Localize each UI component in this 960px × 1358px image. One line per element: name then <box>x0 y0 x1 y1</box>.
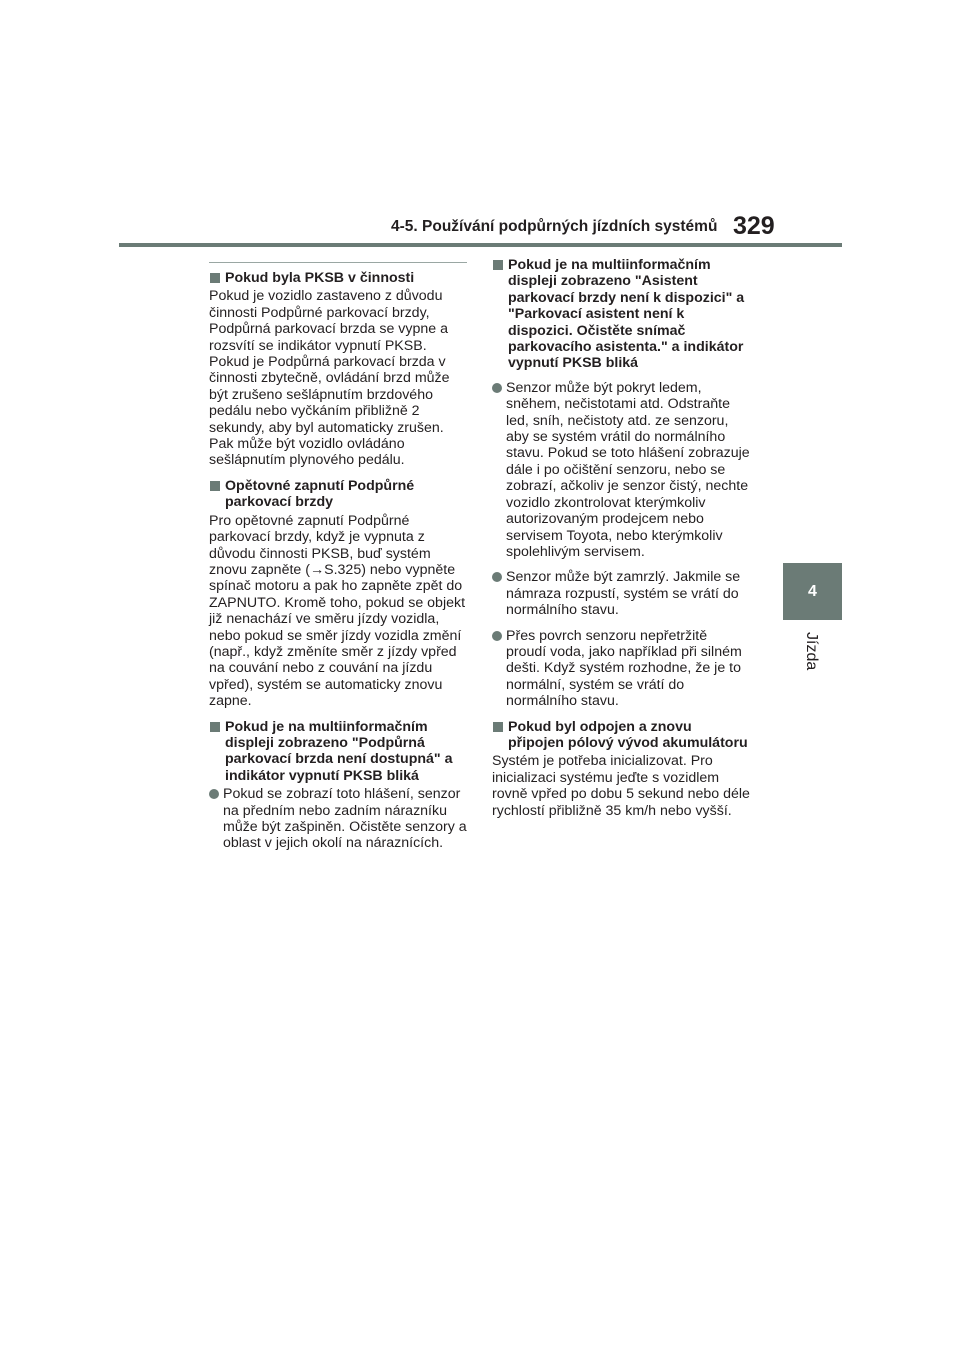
square-bullet-icon <box>210 481 220 491</box>
section-heading <box>492 719 750 752</box>
right-column <box>492 257 750 828</box>
circle-bullet-icon <box>492 383 502 393</box>
heading-text: Opětovné zapnutí Podpůrné parkovací brzdy <box>225 477 415 511</box>
left-column <box>209 262 467 861</box>
square-bullet-icon <box>493 722 503 732</box>
heading-text: Pokud je na multiinformačním displeji zobrazeno "Asistent parkovací brzdy není k dispozici" a "Parkovací asistent není k dispozici. Očistěte snímač parkovacího asistenta." a indikátor vypnutí PKSB bliká <box>508 257 745 372</box>
square-bullet-icon <box>210 273 220 283</box>
paragraph: Systém je potřeba inicializovat. Pro inicializaci systému jeďte s vozidlem rovně vpřed po dobu 5 sekund nebo déle rychlostí přibližně 35 km/h nebo vyšší. <box>492 753 750 819</box>
circle-bullet-icon <box>492 572 502 582</box>
heading-text: Pokud byl odpojen a znovu připojen pólový vývod akumulátoru <box>508 718 748 751</box>
bullet-text: Senzor může být zamrzlý. Jakmile se námraza rozpustí, systém se vrátí do normálního stavu. <box>506 569 741 619</box>
section-heading <box>209 270 467 286</box>
section-title: 4-5. Používání podpůrných jízdních systémů <box>391 218 718 235</box>
circle-bullet-icon <box>492 631 502 641</box>
bullet-item <box>492 628 750 710</box>
header-rule <box>119 243 842 247</box>
paragraph: Pokud je vozidlo zastaveno z důvodu činnosti Podpůrné parkovací brzdy, Podpůrná parkovací brzda se vypne a rozsvítí se indikátor vypnutí PKSB. Pokud je Podpůrná parkovací brzda v činnosti zbytečně, ovládání brzd může být zrušeno sešlápnutím brzdového pedálu nebo vyčkáním přibližně 2 sekundy, aby byl automaticky zrušen. Pak může být vozidlo ovládáno sešlápnutím plynového pedálu. <box>209 288 450 469</box>
chapter-number: 4 <box>808 582 817 600</box>
bullet-item <box>492 569 750 618</box>
bullet-item <box>209 786 467 852</box>
circle-bullet-icon <box>209 789 219 799</box>
square-bullet-icon <box>493 260 503 270</box>
paragraph: Pro opětovné zapnutí Podpůrné parkovací brzdy, když je vypnuta z důvodu činnosti PKSB, buď systém znovu zapněte (→S.325) nebo vypněte spínač motoru a pak ho zapněte zpět do ZAPNUTO. Kromě toho, pokud se objekt již nenachází ve směru jízdy vozidla, nebo pokud se směr jízdy vozidla změní (např., když změníte směr z jízdy vpřed na couvání nebo z couvání na jízdu vpřed), systém se automaticky znovu zapne. <box>209 512 466 710</box>
heading-text: Pokud byla PKSB v činnosti <box>225 270 415 286</box>
chapter-label: Jízda <box>803 632 820 671</box>
bullet-item <box>492 380 750 560</box>
bullet-text: Přes povrch senzoru nepřetržitě proudí voda, jako například při silném dešti. Když systém rozhodne, že je to normální, systém se vrátí do normálního stavu. <box>506 627 742 710</box>
square-bullet-icon <box>210 722 220 732</box>
heading-text: Pokud je na multiinformačním displeji zobrazeno "Podpůrná parkovací brzda není dostupná" a indikátor vypnutí PKSB bliká <box>225 718 453 784</box>
section-heading <box>209 478 467 511</box>
chapter-tab[interactable] <box>783 563 842 620</box>
bullet-text: Senzor může být pokryt ledem, sněhem, nečistotami atd. Odstraňte led, sníh, nečistoty atd. ze senzoru, aby se systém vrátil do normálního stavu. Pokud se toto hlášení zobrazuje dále i po očištění senzoru, nebo se zobrazí, ačkoliv je senzor čistý, nechte vozidlo zkontrolovat kterýmkoliv autorizovaným prodejcem nebo servisem Toyota, nebo kterýmkoliv spolehlivým servisem. <box>506 379 750 560</box>
page-number: 329 <box>733 212 775 240</box>
section-heading <box>492 257 750 372</box>
bullet-text: Pokud se zobrazí toto hlášení, senzor na předním nebo zadním nárazníku může být zašpiněn. Očistěte senzory a oblast v jejich okolí na náraznících. <box>223 786 467 852</box>
section-heading <box>209 719 467 785</box>
